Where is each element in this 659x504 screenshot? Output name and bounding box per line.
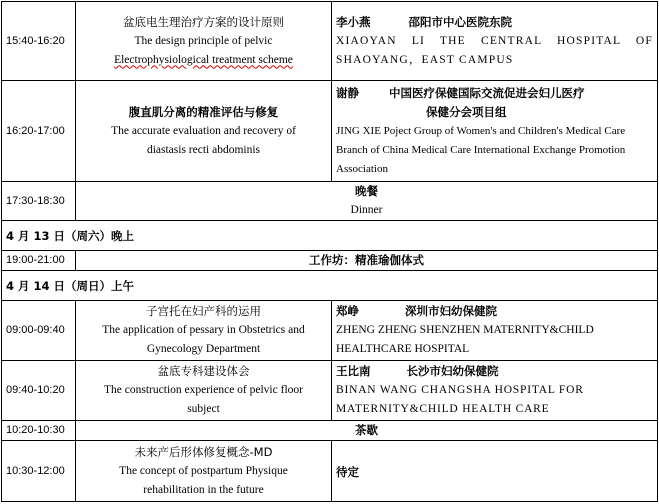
schedule-table [1, 1, 658, 502]
speaker-cell [332, 81, 658, 182]
time-cell: 15:40-16:20 [2, 2, 76, 81]
topic-zh: 腹直肌分离的精准评估与修复 [128, 104, 279, 119]
time-cell: 16:20-17:00 [2, 81, 76, 182]
time-cell: 09:40-10:20 [2, 361, 76, 421]
speaker-name: 王比南 [336, 364, 371, 378]
table-row [2, 182, 658, 221]
time-cell: 09:00-09:40 [2, 301, 76, 361]
topic-zh: 未来产后形体修复概念-MD [134, 444, 273, 459]
speaker-cell [332, 301, 658, 361]
topic-cell [76, 2, 332, 81]
break-cell [76, 182, 658, 221]
topic-en: The concept of postpartum Physique [119, 464, 288, 477]
break-label-zh: 晚餐 [355, 184, 378, 198]
table-row [2, 251, 658, 271]
topic-en: The design principle of pelvic [134, 34, 273, 47]
break-cell [76, 421, 658, 441]
topic-en: The accurate evaluation and recovery of [111, 124, 296, 137]
topic-en: subject [187, 403, 220, 415]
speaker-org: 深圳市妇幼保健院 [405, 304, 497, 318]
speaker-en: BINAN WANG CHANGSHA HOSPITAL FOR MATERNITY&CHILD HEALTH CARE [336, 384, 584, 415]
speaker-name: 谢静 [336, 85, 359, 100]
topic-en: Electrophysiological treatment scheme [114, 53, 293, 66]
speaker-en: JING XIE Poject Group of Women's and Children's Medical Care Branch of China Medical Care International Exchange Promotion Association [336, 124, 626, 175]
topic-zh: 子宫托在妇产科的运用 [146, 304, 261, 318]
topic-en: The application of pessary in Obstetrics and [102, 324, 305, 336]
speaker-name: 郑峥 [336, 304, 359, 318]
table-row [2, 271, 658, 301]
speaker-en: XIAOYAN LI THE CENTRAL HOSPITAL OF SHAOYANG，EAST CAMPUS [336, 34, 653, 66]
table-row [2, 441, 658, 502]
topic-zh: 盆底专科建设体会 [157, 364, 250, 378]
topic-zh: 盆底电生理治疗方案的设计原则 [123, 14, 284, 29]
break-label-en: Dinner [350, 204, 383, 216]
speaker-name: 待定 [336, 464, 359, 479]
time-cell: 17:30-18:30 [2, 182, 76, 221]
topic-en: rehabilitation in the future [143, 483, 264, 496]
day-label: 4 月 14 日（周日）上午 [6, 279, 135, 293]
topic-cell [76, 361, 332, 421]
topic-en: Gynecology Department [146, 343, 261, 355]
speaker-org: 长沙市妇幼保健院 [406, 364, 499, 378]
speaker-org: 中国医疗保健国际交流促进会妇儿医疗 [389, 85, 585, 100]
table-row [2, 361, 658, 421]
time-cell: 19:00-21:00 [2, 251, 76, 271]
topic-en: diastasis recti abdominis [146, 143, 261, 156]
day-header [2, 221, 658, 251]
table-row [2, 81, 658, 182]
speaker-en: ZHENG ZHENG SHENZHEN MATERNITY&CHILD HEALTHCARE HOSPITAL [336, 324, 594, 355]
speaker-org: 保健分会项目组 [426, 104, 507, 119]
speaker-cell [332, 2, 658, 81]
topic-cell [76, 301, 332, 361]
table-row [2, 221, 658, 251]
table-row [2, 421, 658, 441]
speaker-cell [332, 361, 658, 421]
speaker-cell [332, 441, 658, 502]
time-cell: 10:30-12:00 [2, 441, 76, 502]
table-row [2, 2, 658, 81]
day-label: 4 月 13 日（周六）晚上 [6, 229, 135, 243]
table-row [2, 301, 658, 361]
topic-cell [76, 81, 332, 182]
day-header [2, 271, 658, 301]
topic-en: The construction experience of pelvic floor [104, 384, 303, 396]
workshop-label: 工作坊：精准瑜伽体式 [309, 253, 424, 267]
speaker-name: 李小燕 [336, 14, 371, 29]
speaker-org: 邵阳市中心医院东院 [408, 14, 512, 29]
break-label-zh: 茶歇 [355, 423, 378, 437]
workshop-cell [76, 251, 658, 271]
topic-cell [76, 441, 332, 502]
time-cell: 10:20-10:30 [2, 421, 76, 441]
